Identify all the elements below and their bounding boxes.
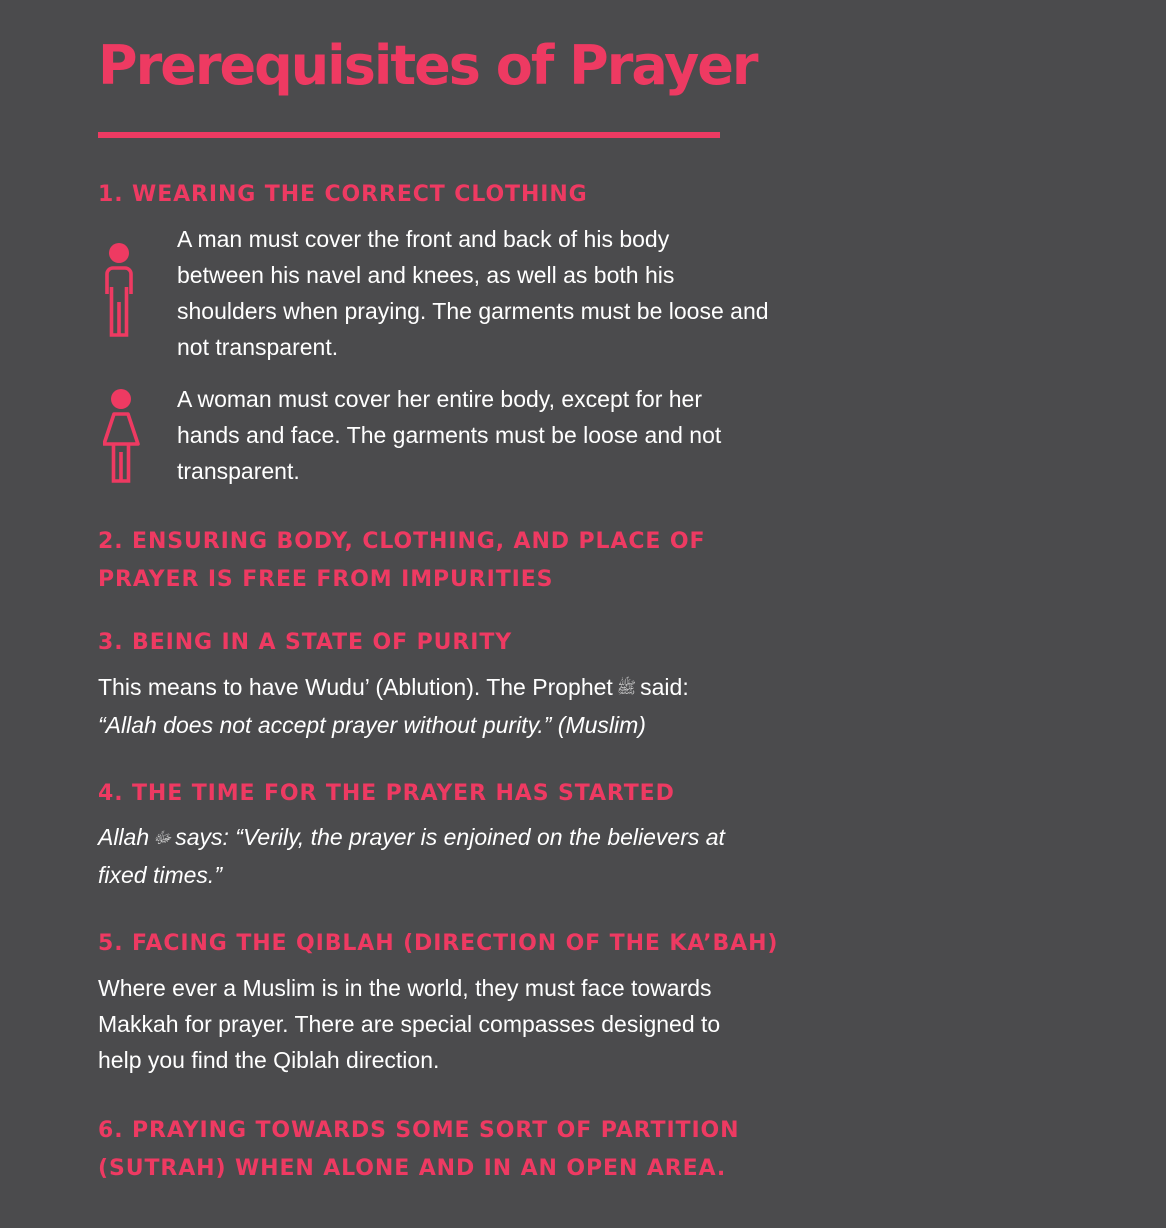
man-text-line: not transparent. — [177, 334, 339, 360]
allah-honorific: ﷻ — [153, 830, 172, 847]
section-2-heading-line: PRAYER IS FREE FROM IMPURITIES — [98, 567, 554, 592]
section-4-line-start: Allah — [98, 824, 150, 850]
prophet-honorific: ﷺ — [616, 680, 637, 697]
section-2-heading — [98, 523, 705, 599]
section-5-text — [98, 970, 720, 1078]
section-6-heading-line: 6. PRAYING TOWARDS SOME SORT OF PARTITION — [98, 1118, 740, 1143]
section-3-line — [98, 669, 689, 707]
section-5-line: help you find the Qiblah direction. — [98, 1047, 440, 1073]
woman-clothing-text — [177, 381, 721, 489]
section-4-line — [98, 819, 725, 857]
woman-icon — [103, 388, 141, 484]
section-2-heading-line: 2. ENSURING BODY, CLOTHING, AND PLACE OF — [98, 529, 706, 554]
section-3-quote: “Allah does not accept prayer without purity.” (Muslim) — [98, 712, 646, 738]
section-6-heading-line: (SUTRAH) WHEN ALONE AND IN AN OPEN AREA. — [98, 1156, 727, 1181]
section-5-heading: 5. FACING THE QIBLAH (DIRECTION OF THE KA’BAH) — [98, 931, 779, 956]
section-3-text — [98, 669, 689, 743]
man-text-line: shoulders when praying. The garments must be loose and — [177, 298, 769, 324]
section-4-line-end: says: “Verily, the prayer is enjoined on the believers at — [175, 824, 725, 850]
section-4-heading: 4. THE TIME FOR THE PRAYER HAS STARTED — [98, 781, 675, 806]
section-5-line: Makkah for prayer. There are special compasses designed to — [98, 1011, 721, 1037]
section-6-heading — [98, 1112, 739, 1188]
woman-text-line: transparent. — [177, 458, 300, 484]
section-1-heading: 1. WEARING THE CORRECT CLOTHING — [98, 182, 588, 207]
section-3-heading: 3. BEING IN A STATE OF PURITY — [98, 630, 513, 655]
section-3-line-start: This means to have Wudu’ (Ablution). The Prophet — [98, 674, 613, 700]
section-4-text — [98, 819, 725, 893]
man-clothing-text — [177, 221, 769, 365]
section-3-line-end: said: — [640, 674, 689, 700]
page-title: Prerequisites of Prayer — [98, 34, 757, 97]
man-text-line: A man must cover the front and back of his body — [177, 226, 670, 252]
title-divider — [98, 132, 720, 138]
section-4-line: fixed times.” — [98, 862, 222, 888]
section-5-line: Where ever a Muslim is in the world, they must face towards — [98, 975, 712, 1001]
woman-text-line: hands and face. The garments must be loose and not — [177, 422, 722, 448]
man-text-line: between his navel and knees, as well as both his — [177, 262, 675, 288]
man-icon — [104, 242, 134, 338]
woman-text-line: A woman must cover her entire body, except for her — [177, 386, 702, 412]
